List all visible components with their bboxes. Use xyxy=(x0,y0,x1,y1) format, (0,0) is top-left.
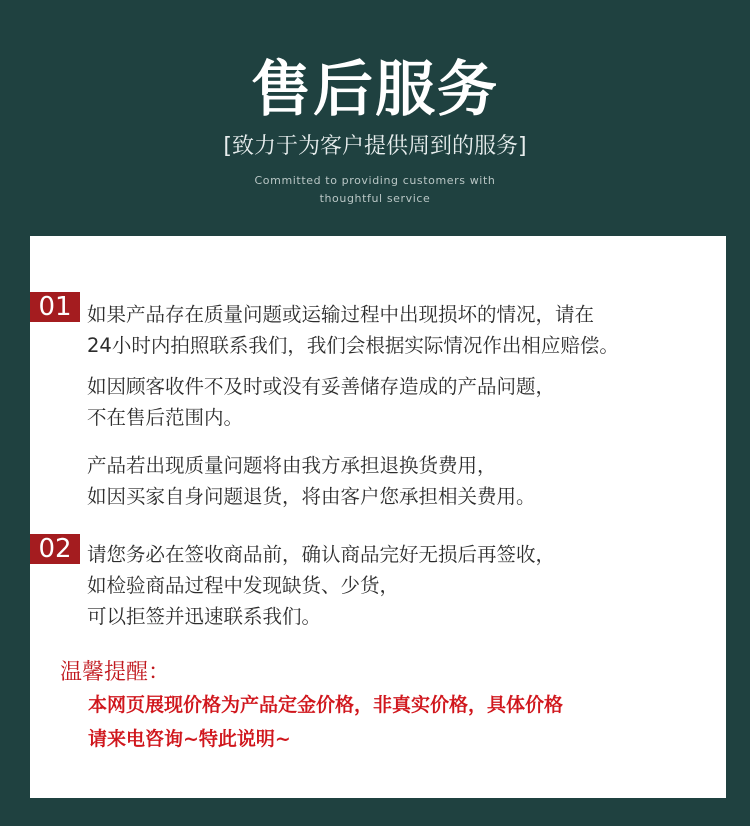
section1-line: 如因买家自身问题退货，将由客户您承担相关费用。 xyxy=(87,485,536,508)
section2-line: 请您务必在签收商品前，确认商品完好无损后再签收， xyxy=(87,543,556,566)
page-subtitle: [致力于为客户提供周到的服务] xyxy=(223,134,527,159)
reminder-line: 本网页展现价格为产品定金价格，非真实价格，具体价格 xyxy=(88,694,564,716)
section2-line: 如检验商品过程中发现缺货、少货， xyxy=(87,574,400,597)
reminder-title: 温馨提醒： xyxy=(60,660,171,685)
section1-line: 不在售后范围内。 xyxy=(87,406,244,429)
reminder-line: 请来电咨询~特此说明~ xyxy=(88,728,291,750)
section-number-01: 01 xyxy=(30,292,80,322)
section-number-02: 02 xyxy=(30,534,80,564)
english-tagline-line-2: thoughtful service xyxy=(319,192,431,205)
page-title: 售后服务 xyxy=(251,55,499,125)
section1-line: 产品若出现质量问题将由我方承担退换货费用， xyxy=(87,454,497,477)
header xyxy=(0,0,750,236)
english-tagline-line-1: Committed to providing customers with xyxy=(254,174,496,187)
section2-line: 可以拒签并迅速联系我们。 xyxy=(87,605,322,628)
section1-line: 如因顾客收件不及时或没有妥善储存造成的产品问题， xyxy=(87,375,556,398)
section1-line: 如果产品存在质量问题或运输过程中出现损坏的情况，请在 xyxy=(87,303,595,326)
english-tagline xyxy=(0,172,750,208)
service-card xyxy=(30,236,726,798)
section1-line: 24小时内拍照联系我们，我们会根据实际情况作出相应赔偿。 xyxy=(87,334,619,357)
